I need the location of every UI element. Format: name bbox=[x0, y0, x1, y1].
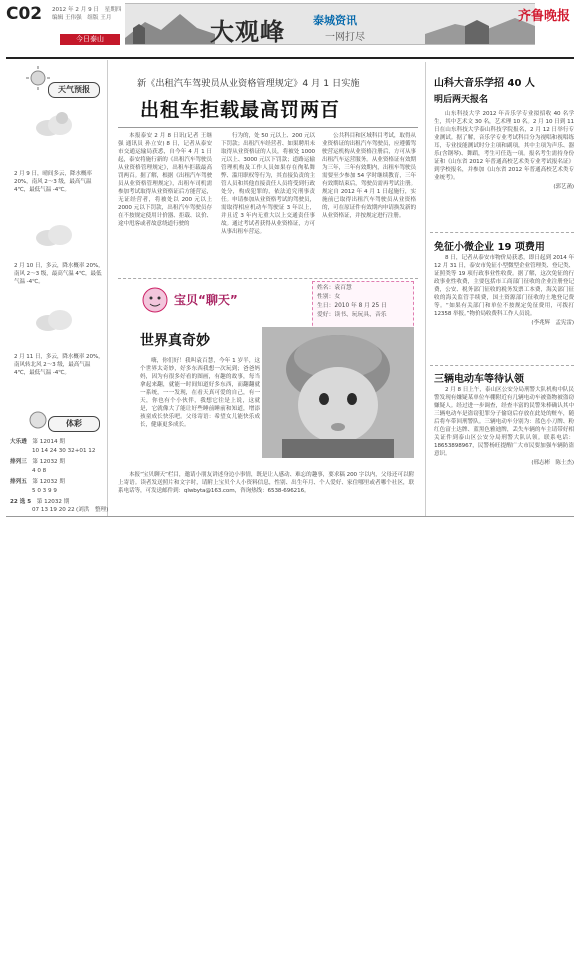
lottery-row bbox=[10, 458, 65, 466]
story1-credit: (郭艺菡) bbox=[553, 184, 574, 190]
feature-divider bbox=[118, 278, 418, 279]
page-header bbox=[0, 0, 580, 46]
feature-logo bbox=[140, 285, 280, 315]
story-divider bbox=[430, 232, 574, 233]
page-bottom-divider bbox=[6, 516, 574, 517]
lottery-numbers: 10 14 24 30 32+01 12 bbox=[32, 448, 96, 454]
story-column-3: 公共科目和区域科目考试，取得从业资格证的出租汽车驾驶员，应遵循驾驶营运机构从业资格注册后，方可从事出租汽车运营服务。从业资格证有效期为三年，三年有效期内，出租车驾驶员需要至少参加 54 学时继续教育，三年有效期结束后，驾驶员需再考试注册。规定自 2012 年 4 月 1 日起施行，实施前已取得出租汽车驾驶员从业资格的，可在原证件有效期内申请换发新的从业资格证，并按规定进行注册。 bbox=[322, 133, 416, 219]
lottery-name: 排列五 bbox=[10, 479, 27, 485]
story2-headline: 免征小微企业 19 项费用 bbox=[434, 242, 545, 253]
left-sidebar bbox=[6, 60, 108, 516]
story3-body: 2 月 8 日上午，泰山区公安分局刑警大队机构中队民警发现有嫌疑某单位车棚附近有几辆电动车被盗物被盗窃嫌疑人。经过进一步调查，经查丰富的民警朱棒确认其中三辆电动车是盗窃犯罪分子偷窃后存放在此处的赃车，随后将车带回刑警队。三辆电动车分别为：蓝色小刀牌、粉红色富士达牌、蓝黑色雅迪牌，丢失车辆的车主请带好相关证件到泰山区公安分局刑警大队认领。联系电话：18653898967，民警杨旺提醒广大市民要加强车辆防盗意识。 (邢志彬 陈士杰) bbox=[434, 387, 574, 466]
story-column-2: 行为的，处 50 元以上、200 元以下罚款；出租汽车经营者、如果聘用未取得从业资格证的人员，将被处 1000 元以上、3000 元以下罚款；道路运输管理机构及工作人员如果存在徇私舞弊、滥用职权等行为，其直接负责的主管人员和其他直接责任人员将受到行政处分，构成犯罪的，依法追究刑事责任。申请参加从业资格考试的驾驶员，需取得相应机动车驾驶证 3 年以上，并且近 3 年内无重大以上交通责任事故。通过考试者获得从业资格证，方可从事出租车营运。 bbox=[221, 133, 315, 235]
weather-day-1: 2 月 9 日，晴间多云，降水概率 20%，南风 2～3 级，最高气温 4℃，最低气温 -4℃。 bbox=[14, 171, 92, 193]
weather-day-2: 2 月 10 日，多云，降水概率 20%，南风 2～3 级，最高气温 4℃，最低气温 -4℃。 bbox=[14, 263, 104, 285]
profile-hobbies: 爱好：读书、玩玩具、音乐 bbox=[317, 312, 387, 318]
profile-name: 姓名：袁百慧 bbox=[317, 285, 352, 291]
header-divider bbox=[6, 57, 574, 59]
story-headline: 出租车拒载最高罚两百 bbox=[140, 99, 341, 121]
story1-headline: 山科大音乐学招 40 人 bbox=[434, 78, 535, 89]
lottery-name: 22 选 5 bbox=[10, 499, 32, 505]
lottery-name: 大乐透 bbox=[10, 439, 27, 445]
cloud-icon bbox=[32, 305, 76, 335]
story-column-1: 本报泰安 2 月 8 日讯(记者 王继强 通讯员 孙立安) 8 日，记者从泰安市交通运输局获悉，自今年 4 月 1 日起，泰安将施行新的《出租汽车驾驶员从业资格管理规定》，出租车拒载最高罚两百。据了解，根据《出租汽车驾驶员从业资格管理规定》，出租车司机需参加考试取得从业资格证后方能营运，无证经营者，将被处以 200 元以上 2000 元以下罚款，出租汽车驾驶员存在不按规定使用计价器、拒载、议价、途中甩客或者故意绕道行驶的 bbox=[118, 133, 212, 227]
lottery-numbers: 4 0 8 bbox=[32, 468, 47, 474]
baby-photo-image bbox=[262, 327, 414, 458]
lottery-row bbox=[10, 438, 65, 446]
banner-title: 大观峰 bbox=[210, 17, 285, 45]
masthead-info bbox=[52, 6, 121, 22]
lottery-numbers: 5 0 3 9 9 bbox=[32, 488, 57, 494]
header-banner bbox=[125, 3, 535, 45]
story2-credit: (李兆辉 孟宪雷) bbox=[531, 320, 574, 326]
lottery-issue: 第 12032 期 bbox=[32, 479, 65, 485]
banner-slogan-2: 一网打尽 bbox=[325, 32, 365, 43]
story2-body: 8 日，记者从泰安市物价局获悉，即日起到 2014 年 12 月 31 日，泰安市免征小型微型企业管理类、登记类、证照类等 19 项行政事业性收费。据了解，这次免征的行政事业性收费，主要包括市工商部门征收的企业注册登记费，公安、税务部门征收的税务发票工本费，海关部门征收的海关监管手续费，国土资源部门征收的土地登记费等。“如果有关部门和单位不按规定免征费用，可拨打 12358 举报。”物价局收费科工作人员说。 (李兆辉 孟宪雷) bbox=[434, 255, 574, 326]
feature-poem: 嗨，你们好！我叫袁百慧，今年 1 岁半，这个世界太奇妙，好多东西我想一次玩到；爸爸妈妈，因为有很多好看的图画，有趣的故事，每当拿起来翻，就能一时间知道好多东西，而翻翻就一系统，一一发现，在看天真可爱的自己，有一天，你也有个小伙伴，我想它往是上说，这就是，它就像大了能让好些睡前睡前和知道，增添孩童成长快乐吧。父母寄语：希望女儿能快乐成长，健康更多成长。 bbox=[140, 358, 260, 428]
feature-submission-note: 本报“宝贝聊天”栏目，邀请小朋友讲述身边小事情，既是让人感动、难忘的趣事，要求稿 200 字以内，父母还可以附上寄语。读者发送照片和文字时，请附上宝贝个人小资料信息，性别、出生年月、个人爱好、家住哪里或者哪个社区，联系电话等，可发送邮件到：qlwbyta@163.com，咨询热线：6538-696216。 bbox=[118, 472, 414, 494]
weather-day-3: 2 月 11 日，多云，降水概率 20%，南风转北风 2～3 级，最高气温 4℃，最低气温 -4℃。 bbox=[14, 354, 104, 376]
headline-divider bbox=[118, 127, 418, 128]
feature-title: 世界真奇妙 bbox=[140, 333, 210, 349]
baby-photo bbox=[262, 327, 414, 458]
lottery-numbers: 07 13 19 20 22 bbox=[32, 507, 75, 513]
lottery-ball-icon bbox=[28, 410, 48, 430]
lottery-name: 排列三 bbox=[10, 459, 27, 465]
lottery-issue: 第 12014 期 bbox=[32, 439, 65, 445]
lottery-issue: 第 12032 期 bbox=[36, 499, 70, 505]
right-column bbox=[425, 62, 576, 516]
issue-date: 2012 年 2 月 9 日 星期四 bbox=[52, 7, 122, 13]
story3-headline: 三辆电动车等待认领 bbox=[434, 374, 524, 385]
banner-slogan-1: 泰城资讯 bbox=[313, 14, 357, 27]
baby-profile-card bbox=[312, 281, 414, 331]
story-divider bbox=[430, 365, 574, 366]
lottery-row bbox=[10, 478, 65, 486]
baby-mascot-icon bbox=[140, 285, 170, 315]
cloud-icon bbox=[32, 220, 76, 250]
lottery-issue: 第 12032 期 bbox=[32, 459, 65, 465]
profile-gender: 性别：女 bbox=[317, 294, 341, 300]
section-tab: 今日泰山 bbox=[60, 34, 120, 45]
story1-subhead: 明后两天报名 bbox=[434, 95, 489, 105]
profile-birthday: 生日：2010 年 8 月 25 日 bbox=[317, 303, 387, 309]
lottery-label: 体彩 bbox=[48, 416, 100, 432]
feature-logo-text: 宝贝“聊天” bbox=[174, 293, 238, 307]
story3-credit: (邢志彬 陈士杰) bbox=[531, 460, 574, 466]
page-number: C02 bbox=[6, 4, 43, 24]
cloud-icon bbox=[32, 110, 76, 140]
editors-credit: 编辑 王伟强 组版 王月 bbox=[52, 15, 112, 21]
lottery-credit: (刘洪 整理) bbox=[76, 507, 109, 513]
story1-body: 山东科技大学 2012 年音乐学专业拟招收 40 名学生，其中艺术文 30 名，艺术理 10 名。2 月 10 日到 11 日在山东科技大学泰山科技学院报名，2 月 12 日举行专业测试。据了解，音乐学专业考试科目分为视唱和视唱练耳，专业技能测试时分主项和副项，其中主项为声乐、器乐(含钢琴)、舞蹈，考生可任选一项。报名考生需持身份证和《山东省 2012 年普通高校艺术类专业考试报名证》到学校报名，并参加《山东省 2012 年普通高校艺术类专业统考》。 (郭艺菡) bbox=[434, 111, 574, 190]
story-kicker: 新《出租汽车驾驶员从业资格管理规定》4 月 1 日实施 bbox=[137, 78, 360, 89]
lottery-row bbox=[10, 498, 69, 506]
weather-label: 天气预报 bbox=[48, 82, 100, 98]
newspaper-logo: 齐鲁晚报 bbox=[518, 9, 571, 24]
